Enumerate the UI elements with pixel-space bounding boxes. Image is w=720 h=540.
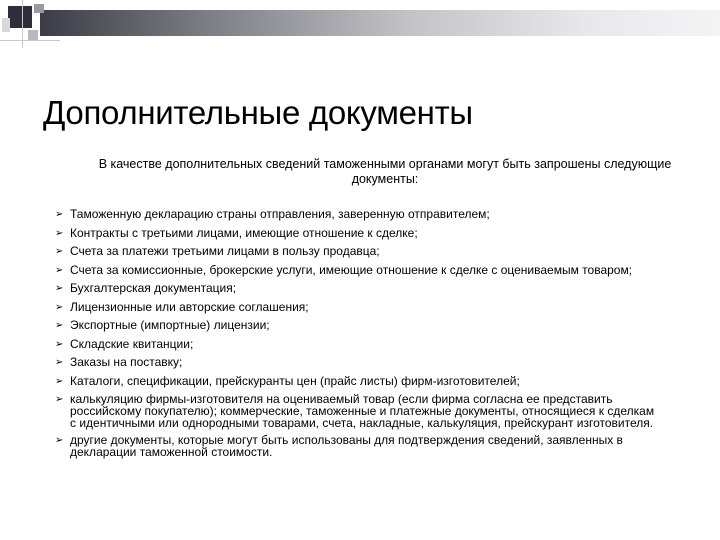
arrow-bullet-icon: ➢: [55, 264, 64, 276]
list-item-text: Счета за комиссионные, брокерские услуги, имеющие отношение к сделке с оцениваемым товаром;: [70, 262, 633, 277]
arrow-bullet-icon: ➢: [55, 209, 64, 220]
list-item: [55, 227, 655, 241]
documents-list: [55, 208, 655, 463]
arrow-bullet-icon: ➢: [55, 320, 64, 331]
list-item-text: другие документы, которые могут быть использованы для подтверждения сведений, заявленных в декларации таможенной стоимости.: [70, 433, 623, 459]
list-item-text: Складские квитанции;: [70, 336, 194, 351]
list-item-text: Экспортные (импортные) лицензии;: [70, 318, 270, 332]
arrow-bullet-icon: ➢: [55, 246, 64, 257]
arrow-bullet-icon: ➢: [55, 357, 64, 368]
list-item: [55, 319, 655, 333]
decorative-line: [0, 40, 60, 41]
arrow-bullet-icon: ➢: [55, 338, 64, 350]
arrow-bullet-icon: ➢: [55, 227, 64, 239]
list-item: [55, 208, 655, 222]
list-item-text: Бухгалтерская документация;: [70, 281, 237, 295]
list-item-text: Контракты с третьими лицами, имеющие отношение к сделке;: [70, 225, 418, 240]
arrow-bullet-icon: ➢: [55, 435, 64, 446]
list-item: [55, 434, 655, 458]
list-item-text: Лицензионные или авторские соглашения;: [70, 299, 309, 314]
arrow-bullet-icon: ➢: [55, 394, 64, 405]
list-item-text: Таможенную декларацию страны отправления, заверенную отправителем;: [70, 207, 490, 221]
arrow-bullet-icon: ➢: [55, 375, 64, 387]
arrow-bullet-icon: ➢: [55, 301, 64, 313]
list-item: [55, 338, 655, 352]
list-item: [55, 356, 655, 370]
list-item: [55, 264, 655, 278]
list-item: [55, 375, 655, 389]
decorative-square: [2, 18, 10, 32]
decorative-square: [34, 4, 44, 13]
header-decoration-band: [40, 10, 720, 36]
list-item: [55, 245, 655, 259]
arrow-bullet-icon: ➢: [55, 283, 64, 294]
decorative-square: [8, 6, 32, 28]
list-item: [55, 393, 655, 429]
list-item-text: Каталоги, спецификации, прейскуранты цен (прайс листы) фирм-изготовителей;: [70, 373, 520, 388]
list-item-text: Счета за платежи третьими лицами в пользу продавца;: [70, 244, 380, 258]
list-item-text: Заказы на поставку;: [70, 355, 183, 369]
list-item: [55, 282, 655, 296]
list-item: [55, 301, 655, 315]
intro-text: В качестве дополнительных сведений таможенными органами могут быть запрошены следующие документы:: [98, 157, 672, 186]
page-title: Дополнительные документы: [43, 94, 473, 132]
list-item-text: калькуляцию фирмы-изготовителя на оцениваемый товар (если фирма согласна ее представить российскому покупателю); коммерческие, таможенные и платежные документы, относящиеся к сделкам с идентичными или однородными товарами, счета, накладные, калькуляция, прейскурант изготовителя.: [70, 392, 655, 430]
